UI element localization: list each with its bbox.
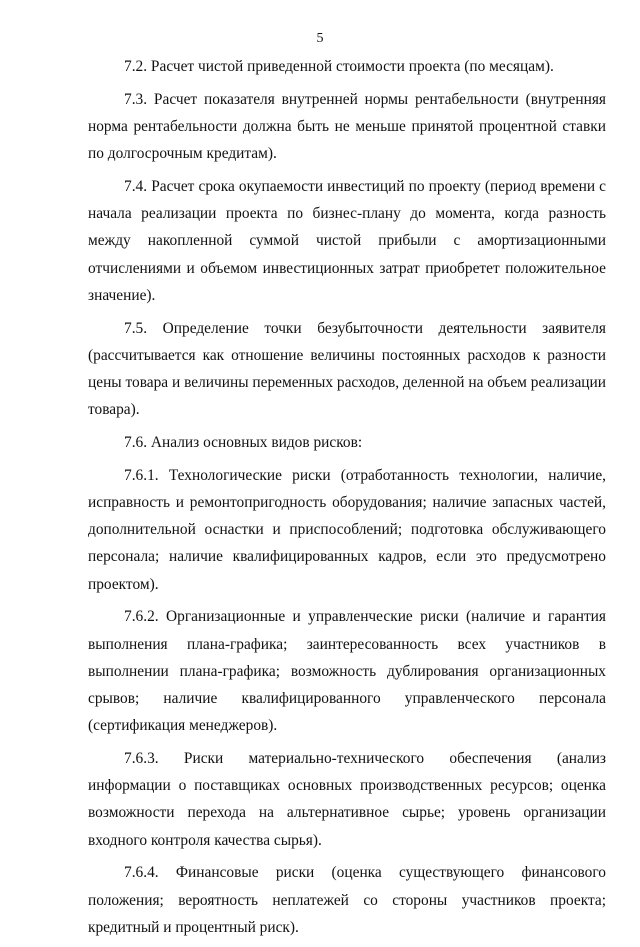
paragraph-7-6-4: 7.6.4. Финансовые риски (оценка существующего финансового положения; вероятность неплатежей со стороны участников проекта; кредитный и процентный риск). <box>88 864 606 936</box>
paragraph-7-6-1: 7.6.1. Технологические риски (отработанность технологии, наличие, исправность и ремонтопригодность оборудования; наличие запасных частей, дополнительной оснастки и приспособлений; подготовка обслуживающего персонала; наличие квалифицированных кадров, если это предусмотрено проектом). <box>88 466 606 593</box>
paragraph-7-5: 7.5. Определение точки безубыточности деятельности заявителя (рассчитывается как отношение величины постоянных расходов к разности цены товара и величины переменных расходов, деленной на объем реализации товара). <box>88 319 606 419</box>
page-number: 5 <box>316 31 324 46</box>
paragraph-7-2: 7.2. Расчет чистой приведенной стоимости проекта (по месяцам). <box>124 58 554 75</box>
paragraph-7-6-2: 7.6.2. Организационные и управленческие риски (наличие и гарантия выполнения плана-графика; заинтересованность всех участников в выполнении плана-графика; возможность дублирования организационных срывов; наличие квалифицированного управленческого персонала (сертификация менеджеров). <box>88 608 606 735</box>
paragraph-7-4: 7.4. Расчет срока окупаемости инвестиций по проекту (период времени с начала реализации проекта по бизнес-плану до момента, когда разность между накопленной суммой чистой прибыли с амортизационными отчислениями и объемом инвестиционных затрат приобретет положительное значение). <box>88 178 606 304</box>
paragraph-7-6: 7.6. Анализ основных видов рисков: <box>124 434 363 452</box>
paragraph-7-3: 7.3. Расчет показателя внутренней нормы рентабельности (внутренняя норма рентабельности должна быть не меньше принятой процентной ставки по долгосрочным кредитам). <box>88 90 606 163</box>
paragraph-7-6-3: 7.6.3. Риски материально-технического обеспечения (анализ информации о поставщиках основных производственных ресурсов; оценка возможности перехода на альтернативное сырье; уровень организации входного контроля качества сырья). <box>88 750 606 849</box>
document-body <box>88 53 606 947</box>
